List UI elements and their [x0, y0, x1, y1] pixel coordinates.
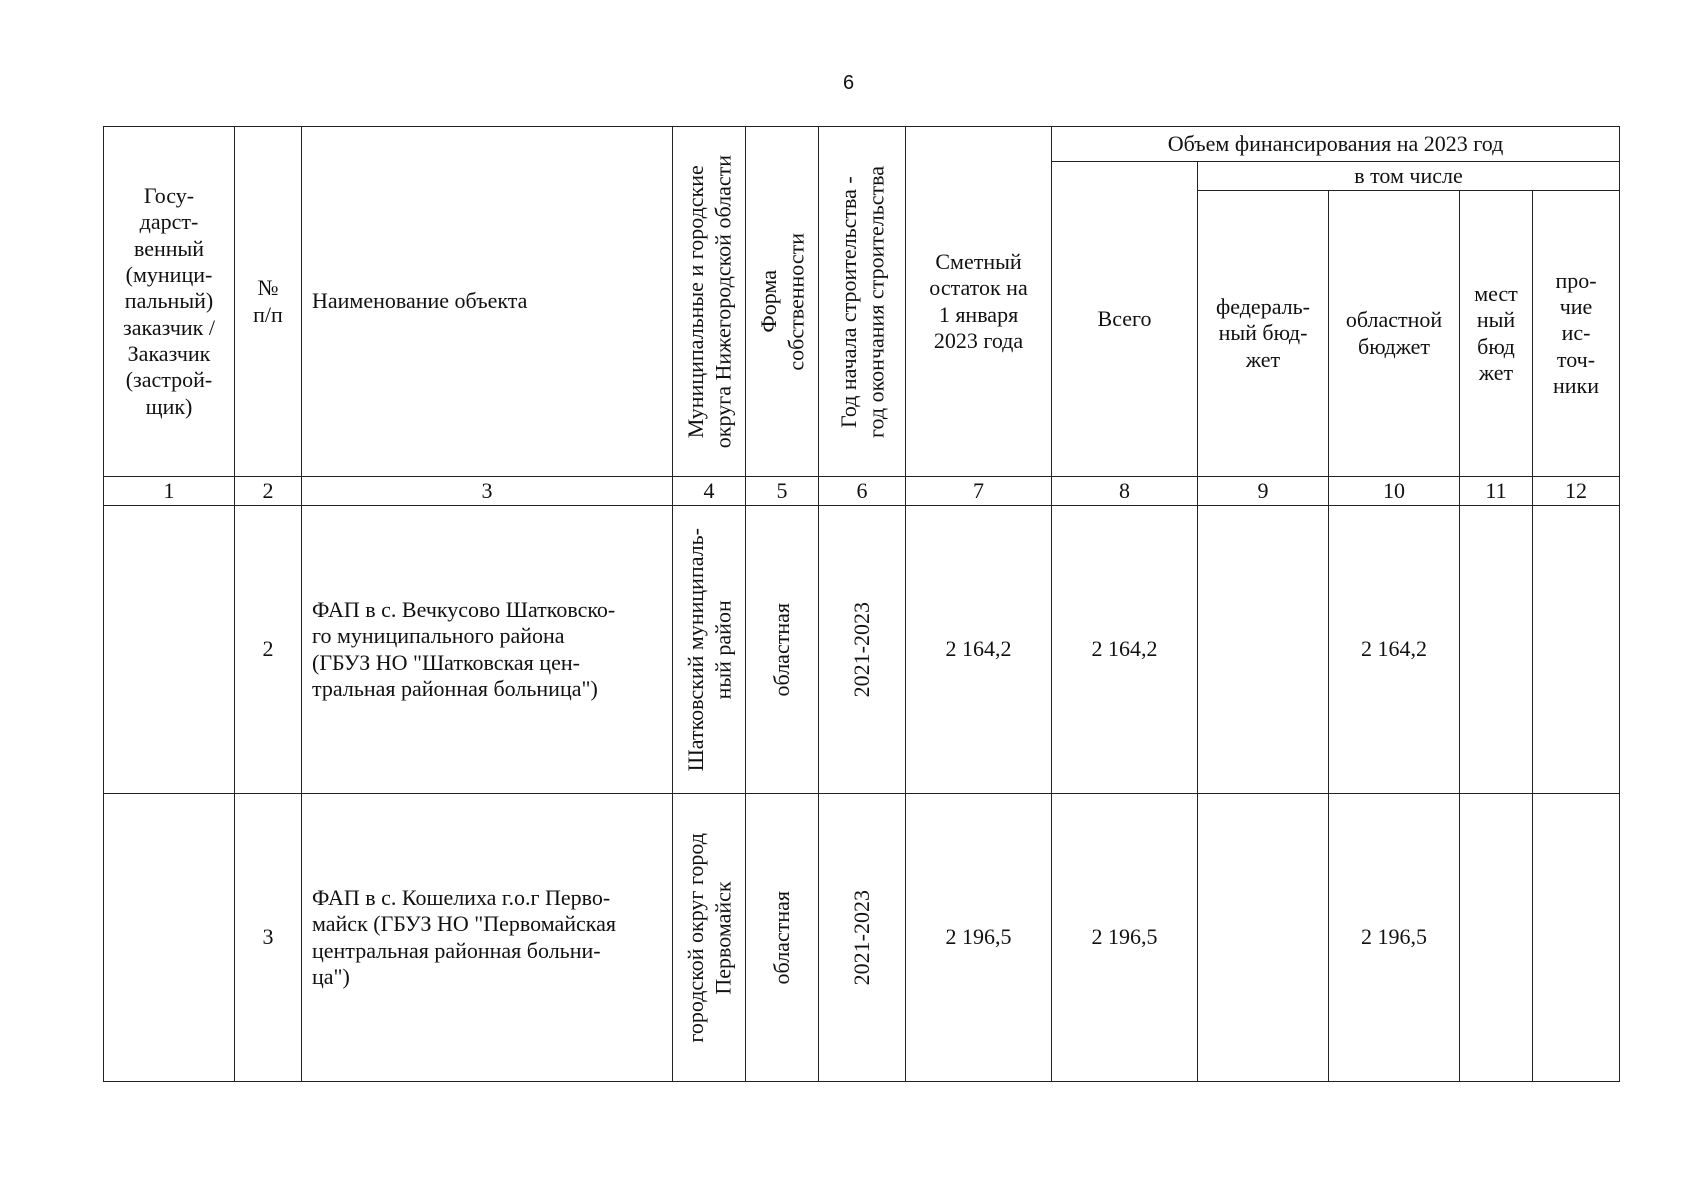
cell-total: 2 164,2: [1052, 506, 1198, 794]
column-index: 8: [1052, 477, 1198, 506]
header-ownership-text: Форма собственности: [755, 232, 808, 371]
column-index: 7: [906, 477, 1052, 506]
header-remainder: Сметный остаток на 1 января 2023 года: [906, 127, 1052, 477]
cell-other: [1533, 506, 1620, 794]
header-object-name: Наименование объекта: [302, 127, 673, 477]
header-other: про- чие ис- точ- ники: [1533, 191, 1620, 477]
page-number: 6: [842, 72, 855, 94]
header-municipality-text: Муниципальные и городские округа Нижегородской области: [682, 154, 735, 449]
column-index: 3: [302, 477, 673, 506]
cell-federal: [1198, 506, 1329, 794]
header-municipality: [673, 127, 746, 477]
cell-object-name: ФАП в с. Кошелиха г.о.г Перво- майск (ГБУЗ НО "Первомайская центральная районная больни- ца"): [302, 794, 673, 1082]
cell-municipality-text: Шатковский муниципаль- ный район: [682, 527, 735, 772]
cell-object-name: ФАП в с. Вечкусово Шатковско- го муниципального района (ГБУЗ НО "Шатковская цен- тральная районная больница"): [302, 506, 673, 794]
header-including: в том числе: [1198, 162, 1620, 191]
cell-customer: [104, 506, 235, 794]
cell-local: [1460, 794, 1533, 1082]
header-customer: Госу- дарст- венный (муници- пальный) заказчик / Заказчик (застрой- щик): [104, 127, 235, 477]
header-local: мест ный бюд жет: [1460, 191, 1533, 477]
cell-regional: 2 164,2: [1329, 506, 1460, 794]
table-row: [104, 506, 1620, 794]
header-federal: федераль- ный бюд- жет: [1198, 191, 1329, 477]
column-index: 10: [1329, 477, 1460, 506]
cell-ownership-text: областная: [769, 890, 795, 985]
header-total: Всего: [1052, 162, 1198, 477]
header-number: № п/п: [235, 127, 302, 477]
column-index-row: [104, 477, 1620, 506]
cell-local: [1460, 506, 1533, 794]
header-regional: областной бюджет: [1329, 191, 1460, 477]
column-index: 12: [1533, 477, 1620, 506]
column-index: 1: [104, 477, 235, 506]
cell-municipality: [673, 794, 746, 1082]
cell-total: 2 196,5: [1052, 794, 1198, 1082]
header-row-1: [104, 127, 1620, 162]
column-index: 11: [1460, 477, 1533, 506]
cell-number: 2: [235, 506, 302, 794]
cell-years-text: 2021-2023: [849, 889, 875, 986]
cell-customer: [104, 794, 235, 1082]
column-index: 4: [673, 477, 746, 506]
cell-remainder: 2 196,5: [906, 794, 1052, 1082]
cell-municipality-text: городской округ город Первомайск: [682, 832, 735, 1043]
header-funding-group: Объем финансирования на 2023 год: [1052, 127, 1620, 162]
column-index: 6: [819, 477, 906, 506]
cell-municipality: [673, 506, 746, 794]
cell-ownership-text: областная: [769, 602, 795, 697]
column-index: 5: [746, 477, 819, 506]
column-index: 9: [1198, 477, 1329, 506]
cell-number: 3: [235, 794, 302, 1082]
header-years: [819, 127, 906, 477]
header-years-text: Год начала строительства - год окончания строительства: [835, 165, 888, 438]
cell-remainder: 2 164,2: [906, 506, 1052, 794]
cell-ownership: [746, 506, 819, 794]
header-ownership: [746, 127, 819, 477]
cell-years: [819, 506, 906, 794]
cell-federal: [1198, 794, 1329, 1082]
construction-funding-table: [103, 126, 1620, 1082]
column-index: 2: [235, 477, 302, 506]
table-row: [104, 794, 1620, 1082]
cell-ownership: [746, 794, 819, 1082]
cell-regional: 2 196,5: [1329, 794, 1460, 1082]
cell-other: [1533, 794, 1620, 1082]
cell-years: [819, 794, 906, 1082]
cell-years-text: 2021-2023: [849, 601, 875, 698]
